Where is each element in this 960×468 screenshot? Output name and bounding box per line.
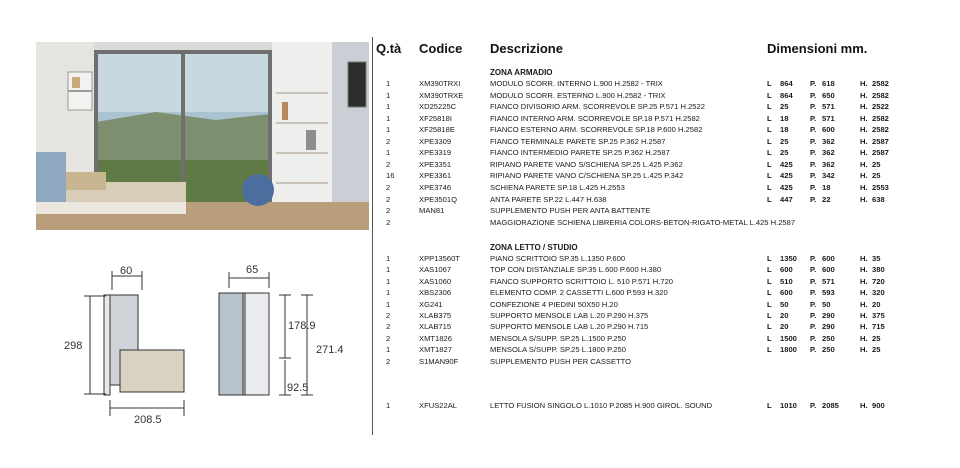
row-code: XAS1060 — [419, 276, 452, 286]
row-depth: 290 — [822, 311, 835, 320]
row-height: 380 — [872, 265, 885, 275]
row-code: XF25818E — [419, 125, 455, 135]
dim-label-l: L — [767, 333, 772, 343]
row-qty: 16 — [386, 171, 395, 181]
dim-label-p: P. — [810, 299, 817, 309]
row-depth: 600 — [822, 265, 835, 275]
dim-label-l: L — [767, 299, 772, 309]
row-code: XMT1826 — [419, 333, 452, 343]
row-qty: 1 — [386, 288, 391, 298]
dim-label-p: P. — [810, 102, 817, 112]
dim-label-h: H. — [860, 276, 868, 286]
row-qty: 2 — [386, 311, 391, 320]
dim-label-p: P. — [810, 148, 817, 158]
row-qty: 2 — [386, 217, 391, 227]
dim-label-p: P. — [810, 194, 817, 204]
row-length: 18 — [780, 125, 789, 135]
row-length: 18 — [780, 113, 789, 123]
dim-plan-bottom: 208.5 — [134, 414, 162, 426]
row-height: 2587 — [872, 148, 889, 158]
row-code: XPE3351 — [419, 159, 452, 169]
row-length: 425 — [780, 171, 793, 181]
dim-label-l: L — [767, 90, 772, 100]
dim-label-p: P. — [810, 113, 817, 123]
row-height: 25 — [872, 171, 881, 181]
dim-label-h: H. — [860, 79, 868, 88]
row-length: 25 — [780, 148, 789, 158]
row-description: MENSOLA S/SUPP. SP.25 L.1500 P.250 — [490, 333, 626, 343]
row-length: 864 — [780, 90, 793, 100]
row-depth: 250 — [822, 345, 835, 355]
dim-label-l: L — [767, 102, 772, 112]
row-qty: 1 — [386, 401, 391, 410]
row-description: SCHIENA PARETE SP.18 L.425 H.2553 — [490, 182, 625, 192]
row-description: MAGGIORAZIONE SCHIENA LIBRERIA COLORS-BETON-RIGATO-METAL L.425 H.2587 — [490, 217, 796, 227]
row-description: SUPPLEMENTO PUSH PER ANTA BATTENTE — [490, 206, 651, 216]
row-code: XM390TRXE — [419, 90, 464, 100]
row-qty: 1 — [386, 79, 391, 88]
row-height: 2582 — [872, 125, 889, 135]
row-description: PIANO SCRITTOIO SP.35 L.1350 P.600 — [490, 254, 626, 263]
dim-label-p: P. — [810, 90, 817, 100]
row-qty: 1 — [386, 102, 391, 112]
row-code: MAN81 — [419, 206, 445, 216]
row-height: 320 — [872, 288, 885, 298]
row-length: 50 — [780, 299, 789, 309]
row-height: 2587 — [872, 136, 889, 146]
row-description: FIANCO INTERMEDIO PARETE SP.25 P.362 H.2587 — [490, 148, 670, 158]
dim-plan-top: 60 — [120, 265, 133, 277]
row-code: XD25225C — [419, 102, 457, 112]
dim-label-l: L — [767, 136, 772, 146]
row-code: S1MAN90F — [419, 356, 459, 366]
row-depth: 600 — [822, 254, 835, 263]
dim-label-h: H. — [860, 159, 868, 169]
row-description: MENSOLA S/SUPP. SP.25 L.1800 P.250 — [490, 345, 626, 355]
dim-label-h: H. — [860, 194, 868, 204]
row-code: XF25818I — [419, 113, 452, 123]
row-height: 720 — [872, 276, 885, 286]
row-qty: 2 — [386, 333, 391, 343]
row-height: 2522 — [872, 102, 889, 112]
dim-label-p: P. — [810, 333, 817, 343]
dim-label-p: P. — [810, 265, 817, 275]
row-length: 425 — [780, 182, 793, 192]
row-qty: 2 — [386, 206, 391, 216]
row-code: XAS1067 — [419, 265, 452, 275]
dim-label-l: L — [767, 311, 772, 320]
dim-label-p: P. — [810, 276, 817, 286]
dim-label-l: L — [767, 182, 772, 192]
dim-label-h: H. — [860, 265, 868, 275]
dim-label-h: H. — [860, 299, 868, 309]
row-code: XPE3361 — [419, 171, 452, 181]
row-length: 1800 — [780, 345, 797, 355]
dim-label-l: L — [767, 288, 772, 298]
row-description: ANTA PARETE SP.22 L.447 H.638 — [490, 194, 607, 204]
row-depth: 362 — [822, 136, 835, 146]
dim-label-l: L — [767, 322, 772, 332]
dim-elev-lower: 92.5 — [287, 382, 309, 394]
row-depth: 362 — [822, 148, 835, 158]
dim-label-l: L — [767, 345, 772, 355]
row-height: 638 — [872, 194, 885, 204]
row-qty: 2 — [386, 322, 391, 332]
dim-label-h: H. — [860, 333, 868, 343]
row-qty: 1 — [386, 265, 391, 275]
row-height: 35 — [872, 254, 881, 263]
row-height: 2582 — [872, 79, 889, 88]
dim-label-p: P. — [810, 401, 817, 410]
dim-label-p: P. — [810, 288, 817, 298]
dim-label-h: H. — [860, 148, 868, 158]
dim-label-h: H. — [860, 90, 868, 100]
row-qty: 2 — [386, 159, 391, 169]
dim-label-p: P. — [810, 311, 817, 320]
dim-label-l: L — [767, 113, 772, 123]
row-description: SUPPORTO MENSOLE LAB L.20 P.290 H.375 — [490, 311, 649, 320]
dim-elev-upper: 178.9 — [288, 320, 316, 332]
row-height: 2553 — [872, 182, 889, 192]
dim-label-h: H. — [860, 322, 868, 332]
row-length: 20 — [780, 311, 789, 320]
row-height: 25 — [872, 345, 881, 355]
row-code: XFUS22AL — [419, 401, 457, 410]
dim-label-h: H. — [860, 171, 868, 181]
row-description: RIPIANO PARETE VANO C/SCHIENA SP.25 L.425 P.342 — [490, 171, 684, 181]
row-description: FIANCO DIVISORIO ARM. SCORREVOLE SP.25 P.571 H.2522 — [490, 102, 705, 112]
dim-label-h: H. — [860, 113, 868, 123]
row-code: XPE3746 — [419, 182, 452, 192]
header-dimensions: Dimensioni mm. — [767, 41, 868, 56]
row-height: 2582 — [872, 113, 889, 123]
row-depth: 593 — [822, 288, 835, 298]
row-qty: 2 — [386, 356, 391, 366]
dim-label-p: P. — [810, 136, 817, 146]
row-depth: 290 — [822, 322, 835, 332]
row-description: SUPPORTO MENSOLE LAB L.20 P.290 H.715 — [490, 322, 649, 332]
row-length: 25 — [780, 102, 789, 112]
row-qty: 1 — [386, 345, 391, 355]
bedroom-photo — [36, 42, 369, 230]
dim-label-h: H. — [860, 311, 868, 320]
row-description: FIANCO ESTERNO ARM. SCORREVOLE SP.18 P.600 H.2582 — [490, 125, 703, 135]
row-code: XPE3309 — [419, 136, 452, 146]
row-length: 1500 — [780, 333, 797, 343]
dim-elev-top: 65 — [246, 264, 259, 276]
row-code: XLAB375 — [419, 311, 452, 320]
dim-label-h: H. — [860, 136, 868, 146]
dim-label-l: L — [767, 265, 772, 275]
dim-label-l: L — [767, 148, 772, 158]
dim-label-l: L — [767, 194, 772, 204]
row-qty: 2 — [386, 136, 391, 146]
dim-label-h: H. — [860, 182, 868, 192]
row-depth: 250 — [822, 333, 835, 343]
row-length: 25 — [780, 136, 789, 146]
dim-label-p: P. — [810, 125, 817, 135]
dim-plan-left: 298 — [64, 340, 83, 352]
row-depth: 342 — [822, 171, 835, 181]
row-description: ELEMENTO COMP. 2 CASSETTI L.600 P.593 H.320 — [490, 288, 668, 298]
dim-label-p: P. — [810, 254, 817, 263]
dim-elev-total: 271.4 — [316, 344, 344, 356]
row-description: SUPPLEMENTO PUSH PER CASSETTO — [490, 356, 632, 366]
row-description: RIPIANO PARETE VANO S/SCHIENA SP.25 L.425 P.362 — [490, 159, 683, 169]
row-height: 900 — [872, 401, 885, 410]
row-code: XBS2306 — [419, 288, 452, 298]
dim-label-p: P. — [810, 322, 817, 332]
row-depth: 22 — [822, 194, 831, 204]
row-depth: 50 — [822, 299, 831, 309]
row-description: FIANCO TERMINALE PARETE SP.25 P.362 H.2587 — [490, 136, 666, 146]
dim-label-p: P. — [810, 171, 817, 181]
row-length: 447 — [780, 194, 793, 204]
dim-label-l: L — [767, 79, 772, 88]
dim-label-h: H. — [860, 288, 868, 298]
dim-label-p: P. — [810, 182, 817, 192]
dim-label-h: H. — [860, 345, 868, 355]
row-description: FIANCO INTERNO ARM. SCORREVOLE SP.18 P.571 H.2582 — [490, 113, 700, 123]
row-depth: 650 — [822, 90, 835, 100]
dim-label-p: P. — [810, 345, 817, 355]
row-height: 715 — [872, 322, 885, 332]
row-length: 20 — [780, 322, 789, 332]
row-length: 1350 — [780, 254, 797, 263]
row-qty: 2 — [386, 182, 391, 192]
row-code: XMT1827 — [419, 345, 452, 355]
row-qty: 1 — [386, 113, 391, 123]
row-depth: 571 — [822, 276, 835, 286]
technical-drawings — [0, 240, 370, 463]
row-code: XPE3501Q — [419, 194, 457, 204]
row-code: XLAB715 — [419, 322, 452, 332]
row-length: 425 — [780, 159, 793, 169]
dim-label-h: H. — [860, 401, 868, 410]
row-depth: 18 — [822, 182, 831, 192]
row-height: 25 — [872, 333, 881, 343]
row-height: 20 — [872, 299, 881, 309]
row-height: 2582 — [872, 90, 889, 100]
row-qty: 2 — [386, 194, 391, 204]
dim-label-l: L — [767, 125, 772, 135]
row-length: 1010 — [780, 401, 797, 410]
header-code: Codice — [419, 41, 463, 56]
row-code: XG241 — [419, 299, 443, 309]
row-code: XM390TRXI — [419, 79, 461, 88]
dim-label-l: L — [767, 171, 772, 181]
row-qty: 1 — [386, 148, 391, 158]
dim-label-p: P. — [810, 159, 817, 169]
row-length: 510 — [780, 276, 793, 286]
row-qty: 1 — [386, 90, 391, 100]
dim-label-l: L — [767, 276, 772, 286]
header-description: Descrizione — [490, 41, 563, 56]
dim-label-l: L — [767, 254, 772, 263]
row-depth: 600 — [822, 125, 835, 135]
row-depth: 571 — [822, 102, 835, 112]
row-height: 375 — [872, 311, 885, 320]
row-code: XPE3319 — [419, 148, 452, 158]
row-depth: 571 — [822, 113, 835, 123]
row-description: LETTO FUSION SINGOLO L.1010 P.2085 H.900 GIROL. SOUND — [490, 401, 713, 410]
row-description: TOP CON DISTANZIALE SP.35 L.600 P.600 H.380 — [490, 265, 662, 275]
row-description: MODULO SCORR. INTERNO L.900 H.2582 - TRIX — [490, 79, 663, 88]
row-code: XPP13560T — [419, 254, 460, 263]
section-title-letto: ZONA LETTO / STUDIO — [490, 243, 578, 252]
row-qty: 1 — [386, 276, 391, 286]
row-qty: 1 — [386, 299, 391, 309]
row-description: MODULO SCORR. ESTERNO L.900 H.2582 - TRIX — [490, 90, 666, 100]
dim-label-h: H. — [860, 254, 868, 263]
row-length: 600 — [780, 265, 793, 275]
row-length: 864 — [780, 79, 793, 88]
row-qty: 1 — [386, 254, 391, 263]
row-height: 25 — [872, 159, 881, 169]
column-divider — [372, 37, 373, 435]
row-depth: 618 — [822, 79, 835, 88]
dim-label-l: L — [767, 401, 772, 410]
row-qty: 1 — [386, 125, 391, 135]
dim-label-p: P. — [810, 79, 817, 88]
dim-label-l: L — [767, 159, 772, 169]
row-depth: 362 — [822, 159, 835, 169]
row-description: CONFEZIONE 4 PIEDINI 50X50 H.20 — [490, 299, 618, 309]
dim-label-h: H. — [860, 102, 868, 112]
header-qty: Q.tà — [376, 41, 402, 56]
row-length: 600 — [780, 288, 793, 298]
dim-label-h: H. — [860, 125, 868, 135]
section-title-armadio: ZONA ARMADIO — [490, 68, 553, 77]
row-depth: 2085 — [822, 401, 839, 410]
row-description: FIANCO SUPPORTO SCRITTOIO L. 510 P.571 H.720 — [490, 276, 674, 286]
